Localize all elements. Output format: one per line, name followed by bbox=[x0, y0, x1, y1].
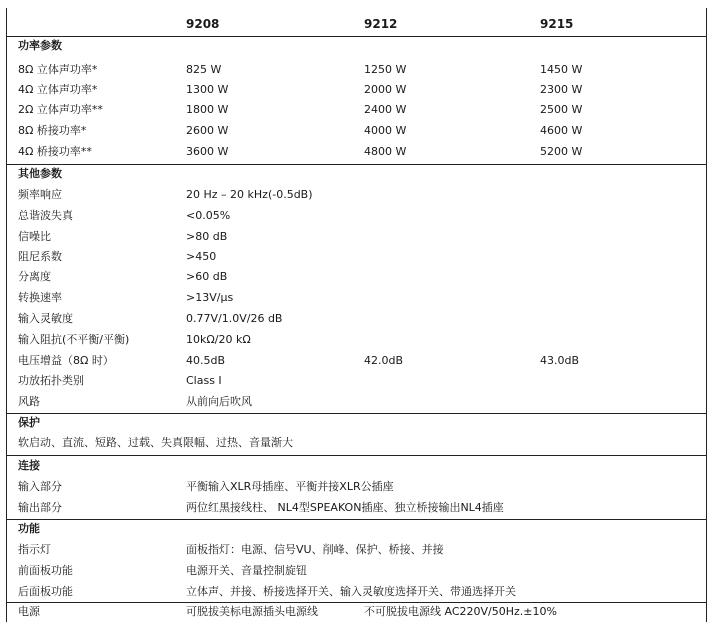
row-label: 前面板功能 bbox=[18, 564, 73, 577]
value-9212: 4800 W bbox=[364, 145, 407, 158]
row-label: 风路 bbox=[18, 395, 40, 408]
row-value: 立体声、并接、桥接选择开关、输入灵敏度选择开关、带通选择开关 bbox=[186, 585, 516, 598]
model-header-9208: 9208 bbox=[186, 17, 220, 31]
row-label: 后面板功能 bbox=[18, 585, 73, 598]
value-9208: <0.05% bbox=[186, 209, 231, 222]
value-9215: 2300 W bbox=[540, 83, 583, 96]
section-title-function: 功能 bbox=[18, 522, 40, 535]
row-label: 8Ω 桥接功率* bbox=[18, 124, 87, 137]
row-label: 功放拓扑类别 bbox=[18, 374, 84, 387]
value-9208: 20 Hz – 20 kHz(-0.5dB) bbox=[186, 188, 313, 201]
table-left-border bbox=[6, 8, 7, 622]
value-9212: 42.0dB bbox=[364, 354, 404, 367]
row-label: 分离度 bbox=[18, 270, 51, 283]
section-title-connection: 连接 bbox=[18, 459, 40, 472]
row-label: 输出部分 bbox=[18, 501, 62, 514]
value-9208: >450 bbox=[186, 250, 217, 263]
divider bbox=[6, 413, 706, 414]
row-value: 可脱拔美标电源插头电源线 bbox=[186, 605, 318, 618]
row-value-secondary: 不可脱拔电源线 AC220V/50Hz.±10% bbox=[364, 605, 557, 618]
row-label: 4Ω 桥接功率** bbox=[18, 145, 92, 158]
value-9208: 40.5dB bbox=[186, 354, 226, 367]
row-label: 阻尼系数 bbox=[18, 250, 62, 263]
value-9208: 825 W bbox=[186, 63, 222, 76]
value-9208: 0.77V/1.0V/26 dB bbox=[186, 312, 283, 325]
value-9208: >80 dB bbox=[186, 230, 228, 243]
model-header-9212: 9212 bbox=[364, 17, 398, 31]
value-9212: 4000 W bbox=[364, 124, 407, 137]
row-label: 4Ω 立体声功率* bbox=[18, 83, 98, 96]
row-value: 电源开关、音量控制旋钮 bbox=[186, 564, 307, 577]
protection-text: 软启动、直流、短路、过载、失真限幅、过热、音量渐大 bbox=[18, 436, 293, 449]
value-9208: 1800 W bbox=[186, 103, 229, 116]
row-value: 面板指灯：电源、信号VU、削峰、保护、桥接、并接 bbox=[186, 543, 444, 556]
value-9212: 1250 W bbox=[364, 63, 407, 76]
row-label: 转换速率 bbox=[18, 291, 62, 304]
divider bbox=[6, 36, 706, 37]
value-9208: >60 dB bbox=[186, 270, 228, 283]
row-label: 8Ω 立体声功率* bbox=[18, 63, 98, 76]
value-9208: 2600 W bbox=[186, 124, 229, 137]
value-9208: 从前向后吹风 bbox=[186, 395, 252, 408]
row-label: 指示灯 bbox=[18, 543, 51, 556]
table-right-border bbox=[706, 8, 707, 622]
section-title-protection: 保护 bbox=[18, 416, 40, 429]
value-9215: 5200 W bbox=[540, 145, 583, 158]
divider bbox=[6, 519, 706, 520]
divider bbox=[6, 602, 706, 603]
row-label: 输入阻抗(不平衡/平衡) bbox=[18, 333, 130, 346]
divider bbox=[6, 164, 706, 165]
section-title-power: 功率参数 bbox=[18, 39, 62, 52]
value-9208: 1300 W bbox=[186, 83, 229, 96]
value-9212: 2000 W bbox=[364, 83, 407, 96]
value-9208: 3600 W bbox=[186, 145, 229, 158]
row-value: 两位红黑接线柱、 NL4型SPEAKON插座、独立桥接输出NL4插座 bbox=[186, 501, 504, 514]
value-9208: 10kΩ/20 kΩ bbox=[186, 333, 251, 346]
row-label: 输入灵敏度 bbox=[18, 312, 73, 325]
value-9215: 1450 W bbox=[540, 63, 583, 76]
value-9208: >13V/μs bbox=[186, 291, 234, 304]
value-9212: 2400 W bbox=[364, 103, 407, 116]
model-header-9215: 9215 bbox=[540, 17, 574, 31]
value-9215: 43.0dB bbox=[540, 354, 580, 367]
value-9215: 4600 W bbox=[540, 124, 583, 137]
row-label: 输入部分 bbox=[18, 480, 62, 493]
row-label: 2Ω 立体声功率** bbox=[18, 103, 103, 116]
row-label: 电源 bbox=[18, 605, 40, 618]
row-label: 信噪比 bbox=[18, 230, 51, 243]
section-title-other: 其他参数 bbox=[18, 167, 62, 180]
divider bbox=[6, 455, 706, 456]
row-label: 电压增益（8Ω 时） bbox=[18, 354, 114, 367]
row-value: 平衡输入XLR母插座、平衡并接XLR公插座 bbox=[186, 480, 394, 493]
row-label: 频率响应 bbox=[18, 188, 62, 201]
value-9215: 2500 W bbox=[540, 103, 583, 116]
value-9208: Class I bbox=[186, 374, 222, 387]
row-label: 总谐波失真 bbox=[18, 209, 73, 222]
